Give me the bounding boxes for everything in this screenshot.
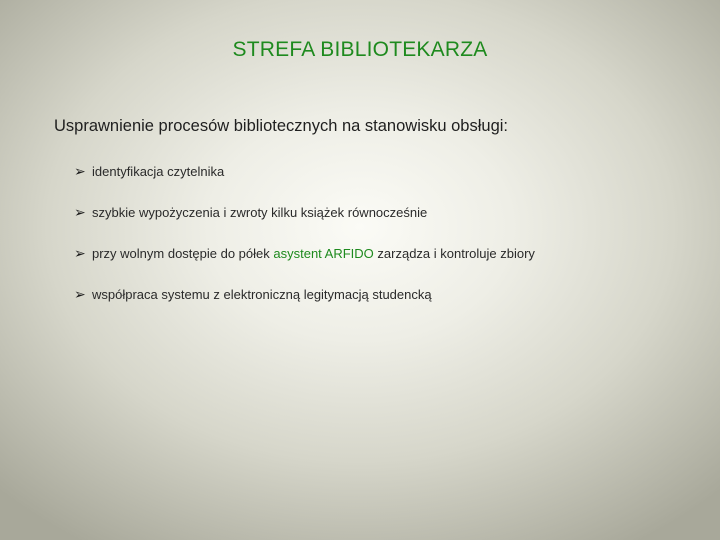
arrow-bullet-icon: ➢: [74, 162, 86, 179]
bullet-text: szybkie wypożyczenia i zwroty kilku książek równocześnie: [92, 204, 428, 220]
slide-title: STREFA BIBLIOTEKARZA: [232, 38, 488, 61]
list-item: [74, 201, 535, 223]
list-item: [74, 283, 535, 305]
arrow-bullet-icon: ➢: [74, 285, 86, 302]
bullet-text-after: zarządza i kontroluje zbiory: [373, 245, 535, 261]
bullet-text-before: przy wolnym dostępie do półek: [92, 245, 274, 261]
highlighted-term: asystent ARFIDO: [273, 245, 374, 261]
bullet-list: [74, 160, 535, 324]
bullet-text: współpraca systemu z elektroniczną legitymacją studencką: [92, 286, 432, 302]
arrow-bullet-icon: ➢: [74, 244, 86, 261]
slide-subtitle: Usprawnienie procesów bibliotecznych na stanowisku obsługi:: [54, 117, 508, 135]
list-item: [74, 160, 535, 182]
list-item: [74, 242, 535, 264]
bullet-text: identyfikacja czytelnika: [92, 163, 225, 179]
arrow-bullet-icon: ➢: [74, 203, 86, 220]
bullet-text: [92, 246, 535, 261]
